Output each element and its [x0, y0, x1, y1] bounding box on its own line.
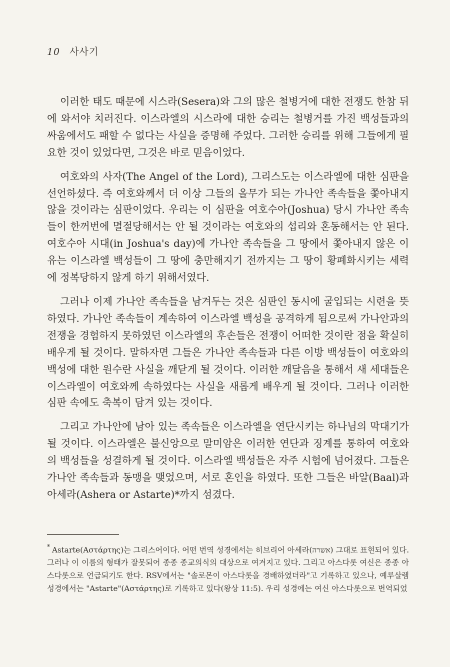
running-header	[47, 44, 99, 58]
footnote-divider	[47, 534, 119, 535]
paragraph-4: 그리고 가나안에 남아 있는 족속들은 이스라엘을 연단시키는 하나님의 막대기가 될 것이다. 이스라엘은 불신앙으로 말미암은 이러한 연단과 징계를 통하여 여호와의 백성들을 성결하게 될 것이다. 이스라엘 백성들은 자주 시험에 넘어졌다. 그들은 가나안 족속들과 동맹을 맺었으며, 서로 혼인을 하였다. 또한 그들은 바알(Baal)과 아세라(Ashera or Astarte)*까지 섬겼다.	[47, 422, 409, 501]
paragraph-1: 이러한 태도 때문에 시스라(Sesera)와 그의 많은 철병거에 대한 전쟁도 한참 뒤에 와서야 치러진다. 이스라엘의 시스라에 대한 승리는 철병거를 가진 백성들과의 싸움에서도 패할 수 없다는 사실을 증명해 주었다. 그러한 승리를 위해 그들에게 필요한 것이 있었다면, 그것은 바로 믿음이었다.	[47, 97, 409, 159]
paragraph-2: 여호와의 사자(The Angel of the Lord), 그리스도는 이스라엘에 대한 심판을 선언하셨다. 즉 여호와께서 더 이상 그들의 올무가 되는 가나안 족속들을 쫓아내지 않을 것이라는 심판이었다. 우리는 이 심판을 여호수아(Joshua) 당시 가나안 족속들이 한꺼번에 멸절당해서는 안 될 것이라는 여호와의 섭리와 혼동해서는 안 된다. 여호수아 시대(in Joshua's day)에 가나안 족속들을 그 땅에서 쫓아내지 않은 이유는 이스라엘 백성들이 그 땅에 충만해지기 전까지는 그 땅이 황폐화시키는 세력에 정복당하지 않게 하기 위해서였다.	[47, 171, 409, 285]
footnote-text: Astarte(Αστάρτης)는 그리스어이다. 어떤 번역 성경에서는 히브리어 아세라(אשרה) 그대로 표현되어 있다. 그러나 이 이름의 형태가 잘못되어 종종 종교의식의 대상으로 여겨지고 있다. 그리고 아스다롯 여신은 종종 아스다롯으로 언급되기도 한다. RSV에서는 "솔로몬이 아스다롯을 경배하였더라"고 기록하고 있으나, 예루살렘 성경에서는 "Astarte"(Αστάρτης)로 기록하고 있다(왕상 11:5). 우리 성경에는 여신 아스다롯으로 번역되었	[47, 545, 410, 593]
page-number: 10	[47, 47, 61, 58]
running-title: 사사기	[69, 47, 99, 58]
body-text	[47, 95, 409, 512]
footnote	[47, 542, 409, 595]
paragraph-3: 그러나 이제 가나안 족속들을 남겨두는 것은 심판인 동시에 굴입되는 시련을 뜻하였다. 가나안 족속들이 계속하여 이스라엘 백성을 공격하게 됨으로써 가나안과의 전쟁을 경험하지 못하였던 이스라엘의 후손들은 전쟁이 어떠한 것이란 점을 확실히 배우게 될 것이다. 말하자면 그들은 가나안 족속들과 다른 이방 백성들이 여호와의 백성에 대한 원수란 사실을 깨닫게 될 것이다. 이러한 깨달음을 통해서 새 세대들은 이스라엘이 여호와께 속하였다는 사실을 새롭게 배우게 될 것이다. 그러나 이러한 심판 속에도 축복이 담겨 있는 것이다.	[47, 296, 409, 410]
footnote-mark: *	[47, 544, 50, 551]
